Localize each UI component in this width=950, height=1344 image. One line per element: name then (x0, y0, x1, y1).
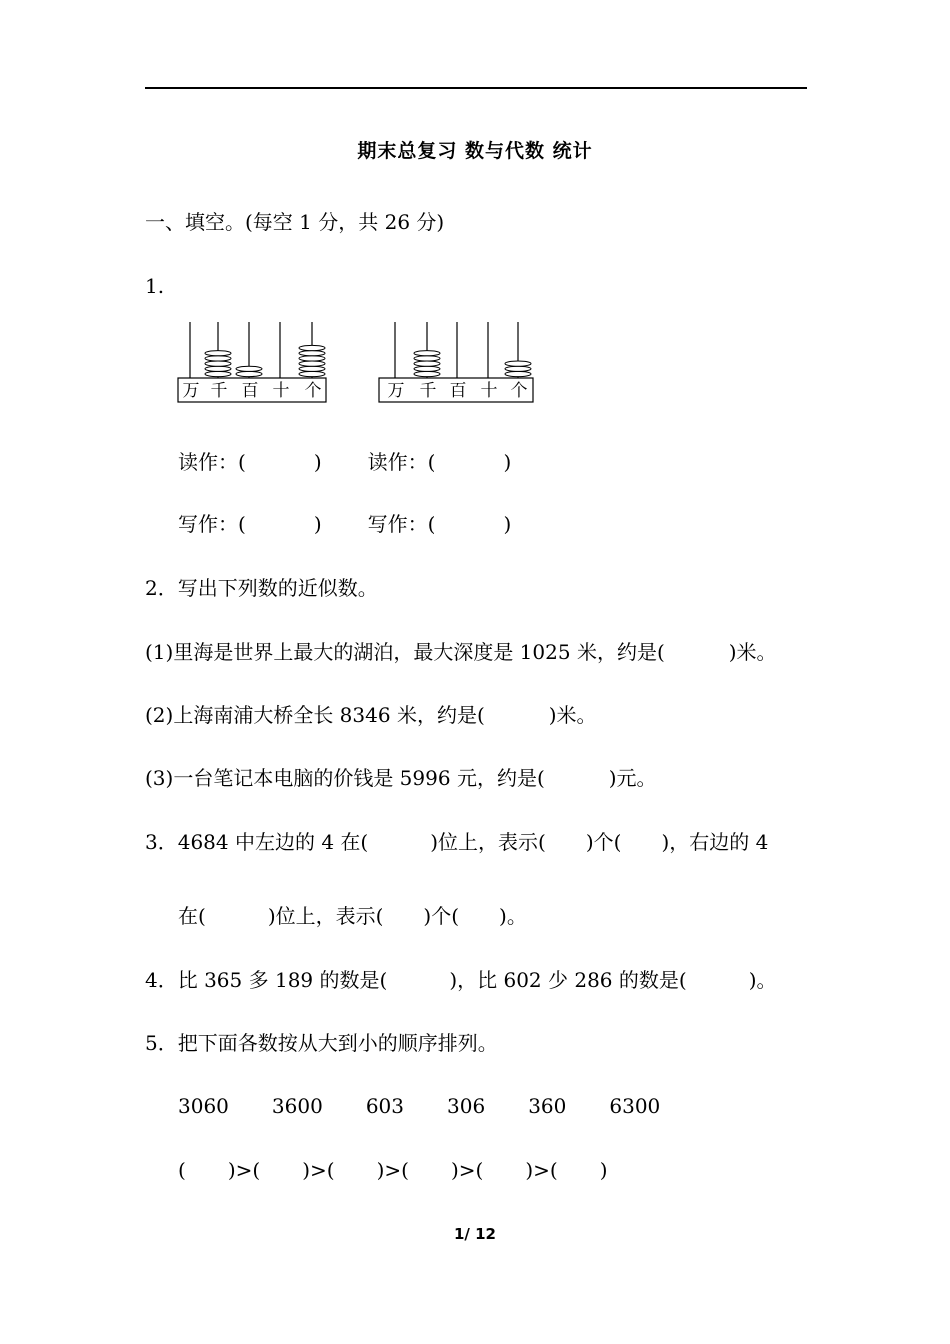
question-2-a (145, 638, 777, 666)
read-label-left: 读作：( (178, 450, 246, 474)
question-5-stem: 5．把下面各数按从大到小的顺序排列。 (145, 1031, 498, 1055)
number-item: 6300 (609, 1094, 661, 1118)
read-close-right: ) (503, 450, 512, 474)
write-close-right: ) (503, 512, 512, 536)
question-3-line-2 (178, 902, 527, 930)
q3-l1-c: )个( (585, 830, 622, 854)
page-number: 1/ 12 (453, 1225, 496, 1243)
q2c-unit: )元。 (608, 766, 657, 790)
read-line (178, 448, 511, 476)
abacus-bead (299, 366, 325, 371)
abacus-right-rods (395, 322, 531, 378)
number-item: 3060 (178, 1094, 229, 1118)
q3-l1-b: )位上，表示( (430, 830, 546, 854)
question-4 (145, 966, 777, 994)
abacus-place-label: 万 (182, 381, 200, 401)
abacus-bead (505, 361, 531, 366)
abacus-bead (205, 351, 231, 356)
blank-sep: )>( (227, 1158, 261, 1182)
abacus-bead (205, 356, 231, 361)
abacus-place-label: 千 (419, 381, 437, 401)
abacus-bead (299, 361, 325, 366)
abacus-place-label: 百 (449, 381, 467, 401)
write-line (178, 510, 511, 538)
header-rule (145, 87, 807, 89)
abacus-place-label: 百 (241, 381, 259, 401)
q4-b: )，比 602 少 286 的数是( (449, 968, 687, 992)
write-label-left: 写作：( (178, 512, 246, 536)
section-heading: 一、填空。(每空 1 分，共 26 分) (145, 210, 445, 234)
question-2-stem: 2．写出下列数的近似数。 (145, 576, 378, 600)
abacus-bead (505, 366, 531, 371)
blank-sep: )>( (450, 1158, 484, 1182)
blank-sep: )>( (376, 1158, 409, 1182)
q2b-text: (2)上海南浦大桥全长 8346 米，约是( (145, 703, 485, 727)
read-close-left: ) (313, 450, 322, 474)
write-close-left: ) (313, 512, 322, 536)
abacus-place-label: 个 (304, 381, 322, 401)
question-2-c (145, 764, 657, 792)
abacus-bead (299, 345, 325, 350)
abacus-bead (205, 366, 231, 371)
q3-l1-d: )，右边的 4 (661, 830, 769, 854)
abacus-bead (505, 371, 531, 376)
number-item: 306 (447, 1094, 486, 1118)
abacus-bead (414, 361, 440, 366)
blank-close: ) (599, 1158, 608, 1182)
abacus-bead (414, 371, 440, 376)
abacus-bead (236, 366, 262, 371)
abacus-bead (236, 371, 262, 376)
q4-a: 4．比 365 多 189 的数是( (145, 968, 388, 992)
abacus-bead (205, 371, 231, 376)
question-5-numbers (178, 1092, 660, 1120)
abacus-place-label: 万 (387, 381, 405, 401)
abacus-bead (414, 366, 440, 371)
q2a-unit: )米。 (728, 640, 777, 664)
abacus-bead (299, 356, 325, 361)
q3-l2-b: )位上，表示( (267, 904, 384, 928)
q3-l2-d: )。 (499, 904, 527, 928)
write-label-right: 写作：( (367, 512, 436, 536)
number-item: 603 (365, 1094, 404, 1118)
q3-l2-c: )个( (423, 904, 460, 928)
page-title: 期末总复习 数与代数 统计 (357, 140, 593, 162)
blank-sep: )>( (525, 1158, 558, 1182)
abacus-bead (299, 351, 325, 356)
abacus-left (170, 318, 340, 408)
abacus-bead (205, 361, 231, 366)
q4-c: )。 (748, 968, 777, 992)
abacus-bead (414, 351, 440, 356)
abacus-left-rods (190, 322, 325, 378)
abacus-right (371, 318, 541, 408)
question-3-line-1 (145, 828, 768, 856)
number-item: 3600 (271, 1094, 323, 1118)
q3-l2-a: 在( (178, 904, 206, 928)
read-label-right: 读作：( (367, 450, 436, 474)
q2a-text: (1)里海是世界上最大的湖泊，最大深度是 1025 米，约是( (145, 640, 665, 664)
abacus-place-label: 个 (510, 381, 528, 401)
question-2-b (145, 701, 597, 729)
q2b-unit: )米。 (548, 703, 597, 727)
abacus-bead (414, 356, 440, 361)
abacus-bead (299, 371, 325, 376)
abacus-place-label: 千 (210, 381, 228, 401)
question-1-number: 1. (145, 274, 165, 298)
abacus-place-label: 十 (480, 381, 498, 401)
abacus-place-label: 十 (272, 381, 290, 401)
q2c-text: (3)一台笔记本电脑的价钱是 5996 元，约是( (145, 766, 545, 790)
question-5-order-blanks (178, 1156, 608, 1184)
blank-open: ( (178, 1158, 186, 1182)
blank-sep: )>( (302, 1158, 335, 1182)
number-item: 360 (528, 1094, 567, 1118)
q3-l1-a: 3．4684 中左边的 4 在( (145, 830, 369, 854)
